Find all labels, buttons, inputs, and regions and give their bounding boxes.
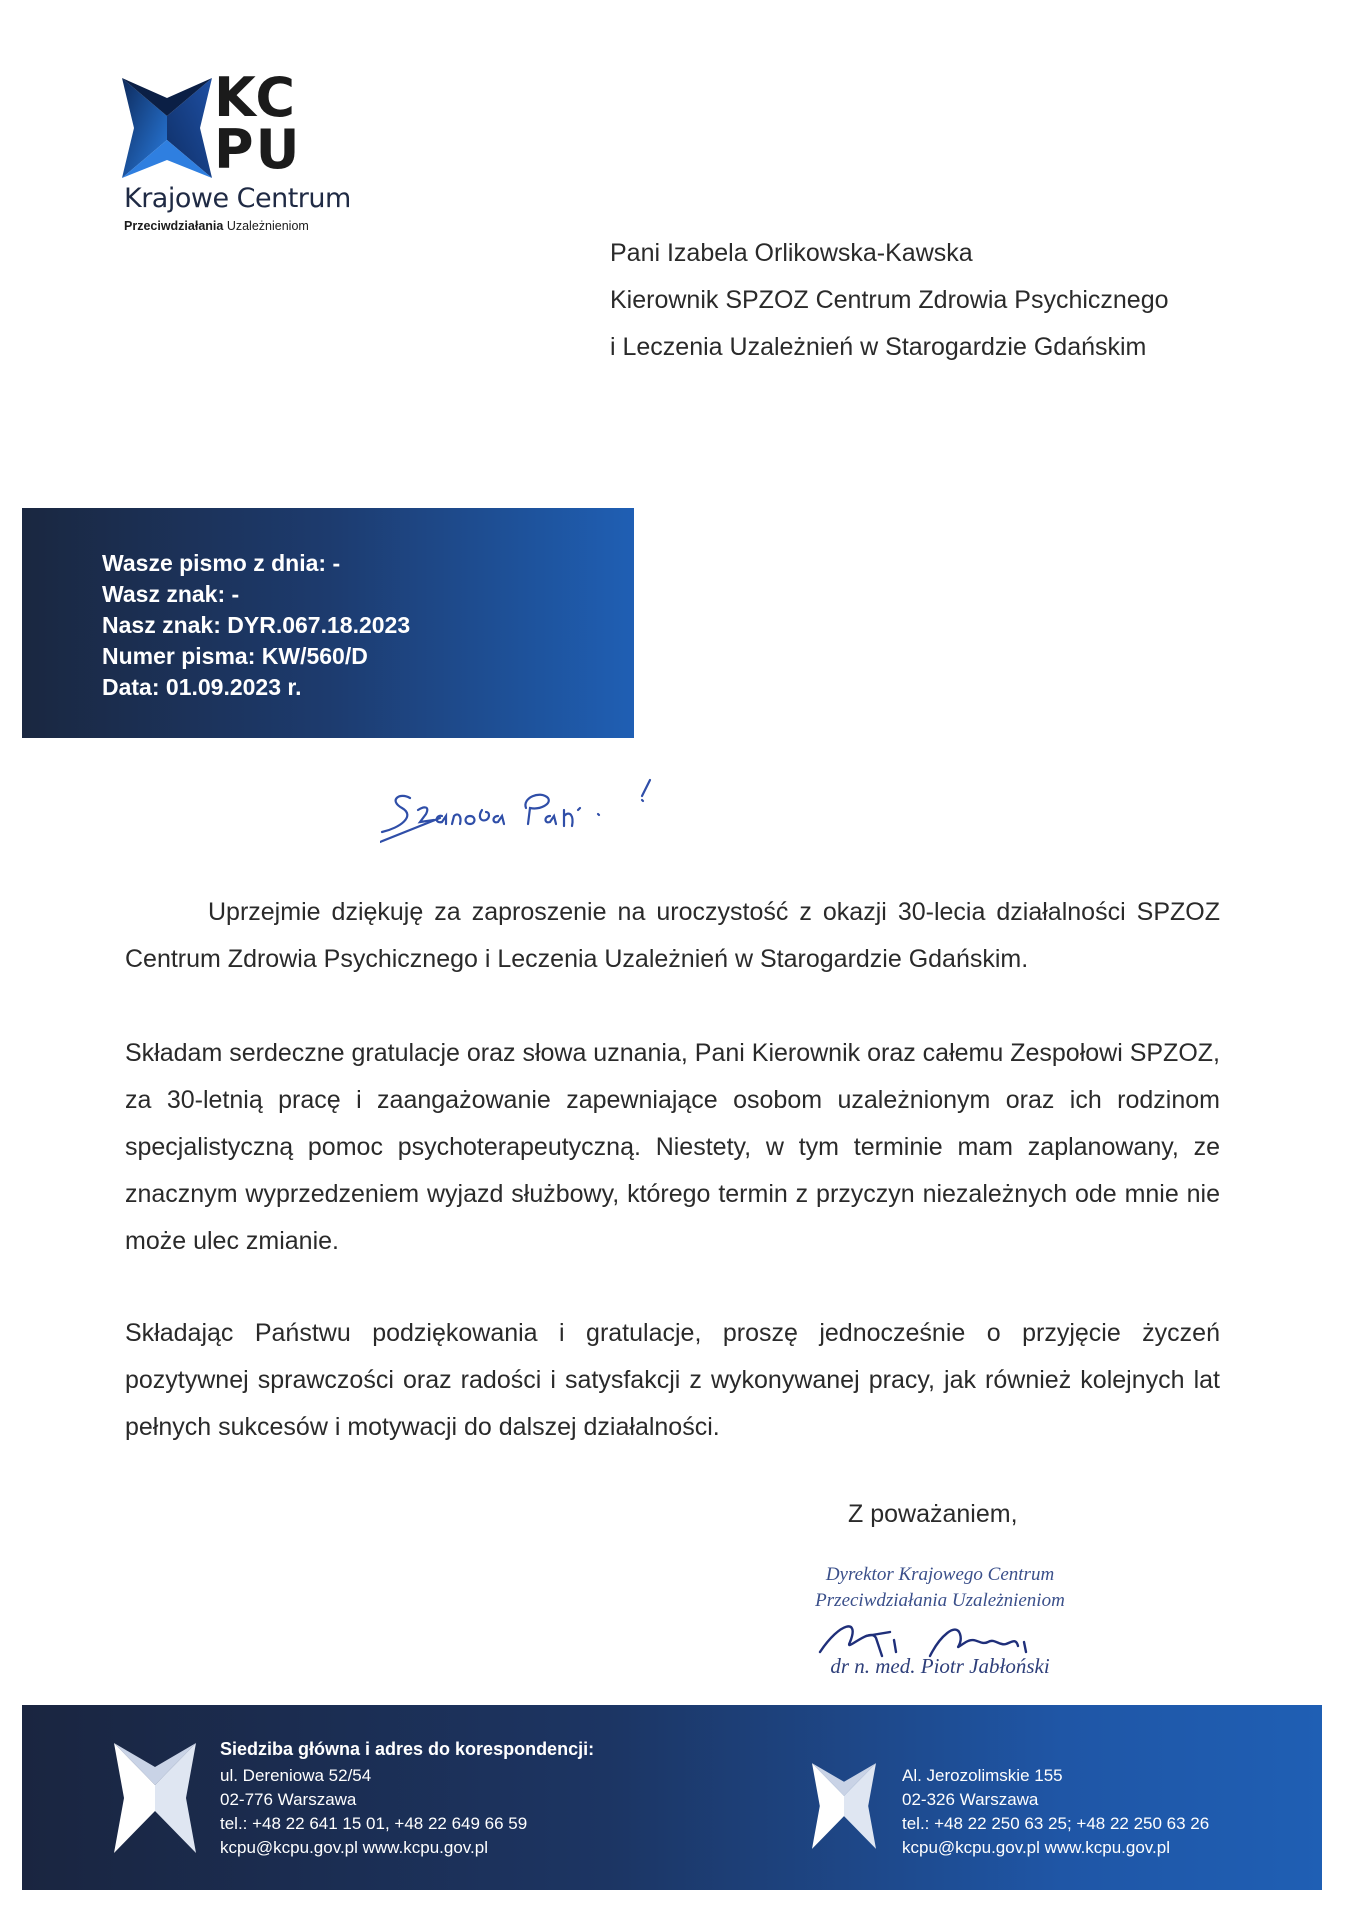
closing: Z poważaniem,: [848, 1500, 1018, 1528]
footer-branch-address: [902, 1764, 1209, 1860]
logo-acronym: [214, 66, 302, 181]
footer-hq-city: 02-776 Warszawa: [220, 1790, 357, 1809]
letterhead-footer: [22, 1705, 1322, 1890]
handwritten-signature-icon: [810, 1612, 1070, 1662]
addressee-block: [610, 230, 1169, 371]
footer-branch-phone: tel.: +48 22 250 63 25; +48 22 250 63 26: [902, 1814, 1210, 1833]
addressee-name: Pani Izabela Orlikowska-Kawska: [610, 239, 973, 267]
body-paragraph-1-text: Uprzejmie dziękuję za zaproszenie na uroczystość z okazji 30-lecia działalności SPZOZ Centrum Zdrowia Psychicznego i Leczenia Uzależnień w Starogardzie Gdańskim.: [125, 898, 1220, 973]
footer-branch-city: 02-326 Warszawa: [902, 1790, 1039, 1809]
footer-hq-address: [220, 1764, 527, 1860]
body-paragraph-3: [125, 1310, 1220, 1451]
reference-box: [22, 508, 634, 738]
footer-hq-title: Siedziba główna i adres do korespondencji:: [220, 1739, 595, 1759]
logo-subtitle-rest: Uzależnieniom: [223, 219, 309, 233]
ref-our-sign: Nasz znak: DYR.067.18.2023: [102, 612, 411, 638]
ref-letter-number: Numer pisma: KW/560/D: [102, 643, 368, 669]
logo-subtitle: [124, 219, 309, 233]
body-paragraph-3-text: Składając Państwu podziękowania i gratulacje, proszę jednocześnie o przyjęcie życzeń pozytywnej sprawczości oraz radości i satysfakcji z wykonywanej pracy, jak również kolejnych lat pełnych sukcesów i motywacji do dalszej działalności.: [125, 1319, 1220, 1441]
logo-acronym-bottom: PU: [214, 118, 302, 181]
kcpu-white-x-icon: [114, 1743, 196, 1853]
ref-date: Data: 01.09.2023 r.: [102, 674, 302, 700]
body-paragraph-1: [125, 889, 1220, 983]
signature-stamp: [780, 1562, 1100, 1680]
kcpu-logo: [122, 66, 362, 238]
kcpu-white-x-icon: [812, 1763, 876, 1849]
footer-branch-web[interactable]: kcpu@kcpu.gov.pl www.kcpu.gov.pl: [902, 1838, 1170, 1857]
logo-subtitle-bold: Przeciwdziałania: [124, 219, 224, 233]
footer-hq-street: ul. Dereniowa 52/54: [220, 1766, 372, 1785]
footer-branch-street: Al. Jerozolimskie 155: [902, 1766, 1063, 1785]
logo-acronym-top: KC: [214, 66, 298, 129]
body-paragraph-2-text: Składam serdeczne gratulacje oraz słowa uznania, Pani Kierownik oraz całemu Zespołowi SPZOZ, za 30-letnią pracę i zaangażowanie zapewniające osobom uzależnionym oraz ich rodzinom specjalistyczną pomoc psychoterapeutyczną. Niestety, w tym terminie mam zaplanowany, ze znacznym wyprzedzeniem wyjazd służbowy, którego termin z przyczyn niezależnych ode mnie nie może ulec zmianie.: [125, 1039, 1220, 1255]
kcpu-x-mark-icon: [122, 78, 212, 178]
handwritten-salutation-icon: [380, 770, 720, 850]
footer-hq-phone: tel.: +48 22 641 15 01, +48 22 649 66 59: [220, 1814, 528, 1833]
stamp-institution: Przeciwdziałania Uzależnieniom: [815, 1590, 1065, 1611]
stamp-signatory: dr n. med. Piotr Jabłoński: [830, 1654, 1050, 1678]
addressee-title: Kierownik SPZOZ Centrum Zdrowia Psychicznego: [610, 286, 1169, 314]
body-paragraph-2: [125, 1030, 1220, 1265]
handwritten-salutation: [380, 770, 720, 855]
footer-hq-web[interactable]: kcpu@kcpu.gov.pl www.kcpu.gov.pl: [220, 1838, 488, 1857]
stamp-title: Dyrektor Krajowego Centrum: [825, 1564, 1055, 1585]
addressee-title-cont: i Leczenia Uzależnień w Starogardzie Gdańskim: [610, 333, 1147, 361]
ref-your-sign: Wasz znak: -: [102, 581, 240, 607]
ref-your-letter-date: Wasze pismo z dnia: -: [102, 550, 341, 576]
logo-name: Krajowe Centrum: [124, 183, 351, 214]
